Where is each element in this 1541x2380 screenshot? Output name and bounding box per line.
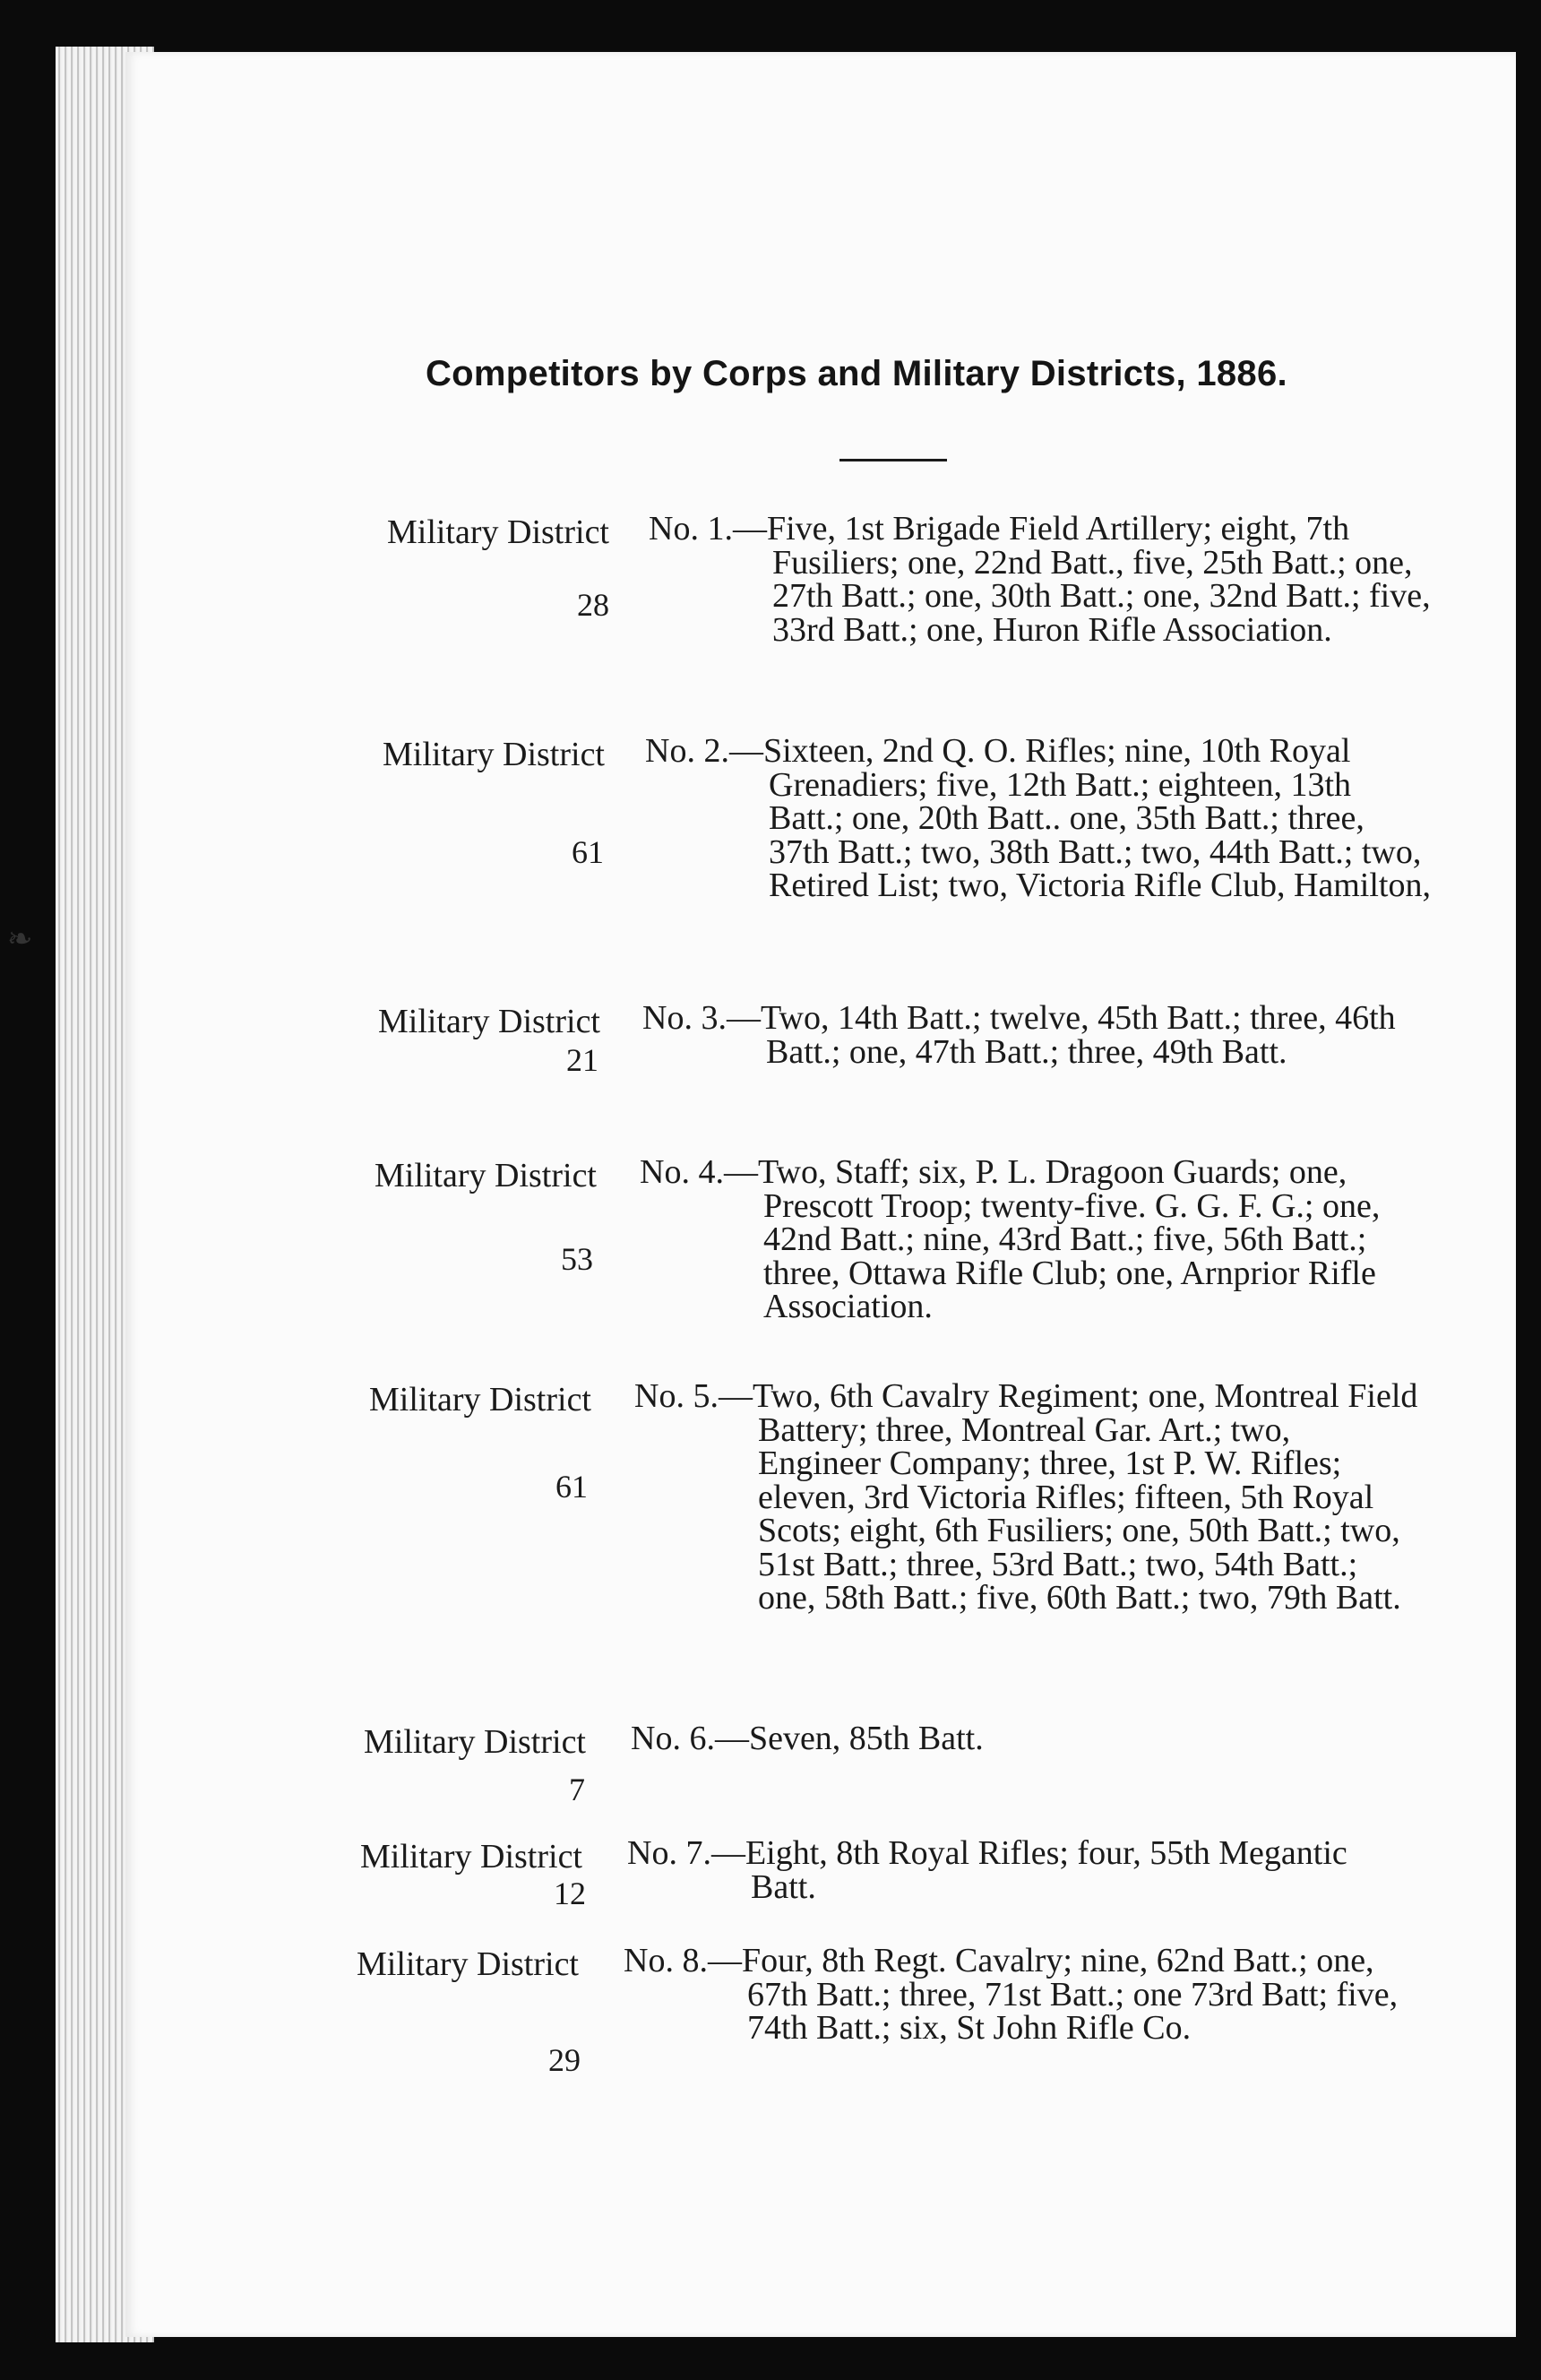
competitor-count: 29 bbox=[548, 2042, 581, 2078]
district-label: Military District bbox=[377, 1003, 600, 1040]
title-divider bbox=[839, 459, 947, 461]
competitor-count: 7 bbox=[569, 1772, 585, 1807]
competitor-count: 53 bbox=[561, 1241, 593, 1277]
district-description: No. 5.—Two, 6th Cavalry Regiment; one, Montreal Field Battery; three, Montreal Gar. Art.; two, Engineer Company; three, 1st P. W. Rifles; eleven, 3rd Victoria Rifles; fifteen, 5th Royal Scots; eight, 6th Fusiliers; one, 50th Batt.; two, 51st Batt.; three, 53rd Batt.; two, 54th Batt.; one, 58th Batt.; five, 60th Batt.; two, 79th Batt. bbox=[634, 1377, 1418, 1617]
margin-mark: ❧ bbox=[7, 923, 33, 956]
district-description: No. 6.—Seven, 85th Batt. bbox=[631, 1720, 984, 1757]
competitor-count: 12 bbox=[554, 1876, 586, 1911]
district-label: Military District bbox=[374, 1157, 597, 1194]
district-description: No. 8.—Four, 8th Regt. Cavalry; nine, 62nd Batt.; one, 67th Batt.; three, 71st Batt.; one 73rd Batt; five, 74th Batt.; six, St John Rifle Co. bbox=[624, 1942, 1399, 2047]
district-description: No. 7.—Eight, 8th Royal Rifles; four, 55th Megantic Batt. bbox=[627, 1834, 1347, 1906]
district-label: Military District bbox=[368, 1381, 591, 1419]
page-title: Competitors by Corps and Military Districts, 1886. bbox=[426, 354, 1287, 393]
district-label: Military District bbox=[359, 1838, 582, 1876]
district-label: Military District bbox=[382, 736, 605, 773]
competitor-count: 28 bbox=[577, 587, 609, 623]
competitor-count: 21 bbox=[566, 1042, 598, 1078]
district-label: Military District bbox=[386, 513, 609, 551]
district-label: Military District bbox=[363, 1723, 586, 1761]
competitor-count: 61 bbox=[572, 834, 604, 870]
district-label: Military District bbox=[356, 1945, 579, 1983]
district-description: No. 2.—Sixteen, 2nd Q. O. Rifles; nine, 10th Royal Grenadiers; five, 12th Batt.; eighteen, 13th Batt.; one, 20th Batt.. one, 35th Batt.; three, 37th Batt.; two, 38th Batt.; two, 44th Batt.; two, Retired List; two, Victoria Rifle Club, Hamilton, bbox=[645, 732, 1431, 904]
district-description: No. 3.—Two, 14th Batt.; twelve, 45th Batt.; three, 46th Batt.; one, 47th Batt.; three, 49th Batt. bbox=[642, 999, 1396, 1071]
district-description: No. 1.—Five, 1st Brigade Field Artillery; eight, 7th Fusiliers; one, 22nd Batt., five, 25th Batt.; one, 27th Batt.; one, 30th Batt.; one, 32nd Batt.; five, 33rd Batt.; one, Huron Rifle Association. bbox=[649, 510, 1431, 649]
district-description: No. 4.—Two, Staff; six, P. L. Dragoon Guards; one, Prescott Troop; twenty-five. G. G. F. G.; one, 42nd Batt.; nine, 43rd Batt.; five, 56th Batt.; three, Ottawa Rifle Club; one, Arnprior Rifle Association. bbox=[640, 1153, 1381, 1325]
competitor-count: 61 bbox=[555, 1469, 588, 1505]
